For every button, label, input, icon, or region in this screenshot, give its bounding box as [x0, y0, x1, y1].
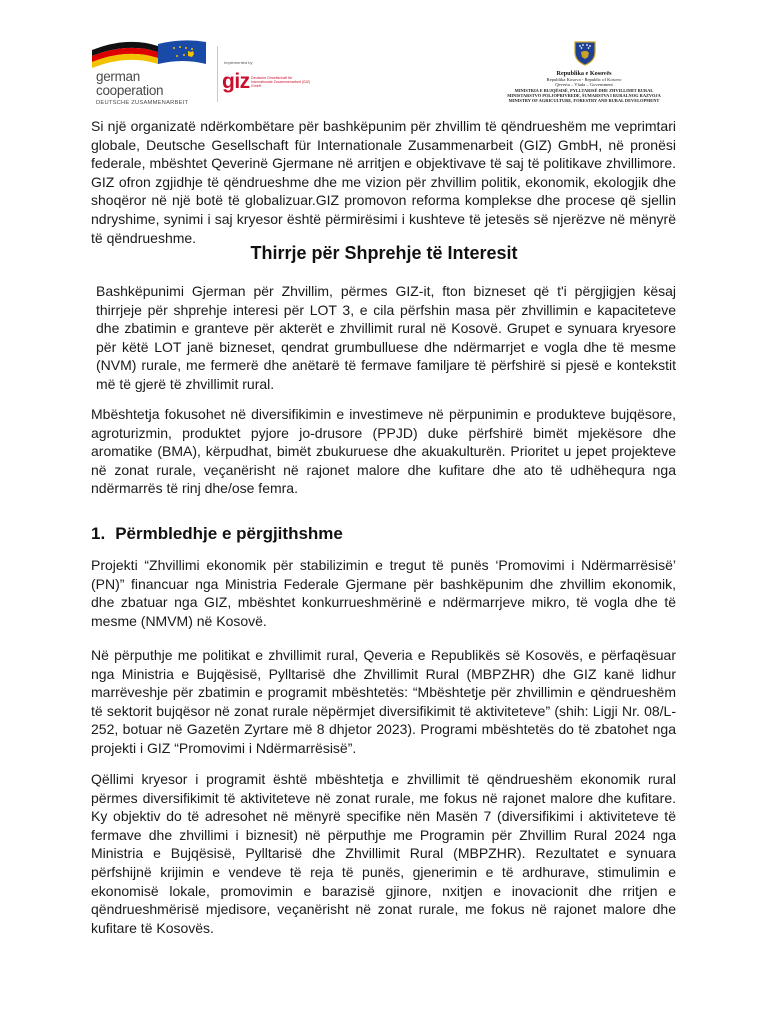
giz-mark: giz: [222, 70, 250, 93]
ks-logo-line5: MINISTARSTVO POLJOPRIVREDE, ŠUMARSTVA I RURALNOG RAZVOJA: [507, 92, 661, 98]
gc-logo-line1: german: [96, 69, 140, 84]
flag-wave-icon: [88, 38, 218, 68]
logo-divider: [217, 46, 218, 102]
giz-description: Deutsche Gesellschaft für Internationale Zusammenarbeit (GIZ) GmbH: [251, 76, 311, 89]
kosovo-government-logo: [498, 38, 670, 108]
ks-logo-line2: Republika Kosova - Republic of Kosovo: [546, 77, 622, 82]
german-cooperation-logo: [88, 38, 218, 108]
document-title: Thirrje për Shprehje të Interesit: [250, 243, 518, 263]
section-number: 1.: [91, 524, 106, 543]
objective-paragraph: Qëllimi kryesor i programit është mbështetja e zhvillimit të qëndrueshëm ekonomik rural përmes diversifikimit të aktiviteteve në zonat rurale, me fokus në rajonet malore dhe kufitare. Ky objektiv do të adresohet në mënyrë specifike nën Masën 7 (diversifikimi i aktiviteteve të fermave dhe zhvillimi i biznesit) në përputhje me Programin për Zhvillim Rural 2024 nga Ministria e Bujqësisë, Pylltarisë dhe Zhvillimit Rural (MBPZHR). Rezultatet e synuara përfshijnë krijimin e vendeve të reja të punës, gjenerimin e të ardhurave, stimulimin e ekonomisë lokale, promovimin e barazisë gjinore, nxitjen e inovacionit dhe rritjen e qëndrueshmërisë mjedisore, veçanërisht në zonat rurale, me fokus në rajonet malore dhe kufitare të Kosovës.: [91, 771, 676, 936]
gc-logo-sub: DEUTSCHE ZUSAMMENARBEIT: [96, 100, 189, 106]
section-title: Përmbledhje e përgjithshme: [115, 524, 343, 543]
support-focus-paragraph: Mbështetja fokusohet në diversifikimin e investimeve në përpunimin e produkteve bujqësore, agroturizmin, produktet pyjore jo-drusore (PPJD) duke përfshirë bimët mjekësore dhe aromatike (BMA), kërpudhat, bimët zbukuruese dhe akuakulturën. Prioritet u jepet projekteve në zonat rurale, veçanërisht në rajonet malore dhe kufitare dhe ato të udhëhequra nga ndërmarrës të rinj dhe/ose femra.: [91, 406, 676, 497]
giz-implemented-label: Implemented by: [224, 60, 253, 65]
section-heading: [91, 524, 343, 544]
ks-logo-line6: MINISTRY OF AGRICULTURE, FORESTRY AND RURAL DEVELOPMENT: [508, 97, 660, 103]
project-paragraph: Projekti “Zhvillimi ekonomik për stabilizimin e tregut të punës ‘Promovimi i Ndërmarrësisë’ (PN)” financuar nga Ministria Federale Gjermane për bashkëpunim dhe zhvillim ekonomik, dhe zbatuar nga GIZ, mbështet konkurrueshmërinë e ndërmarrjeve mikro, të vogla dhe të mesme (NMVM) në Kosovë.: [91, 557, 676, 629]
call-paragraph: Bashkëpunimi Gjerman për Zhvillim, përmes GIZ-it, fton bizneset që t'i përgjigjen kësaj thirrjeje për shprehje interesi për LOT 3, e cila përfshin masa për zhvillimin e kapaciteteve dhe zbatimin e granteve për akterët e zhvillimit rural në Kosovë. Grupet e synuara kryesore për këtë LOT janë bizneset, qendrat grumbulluese dhe ndërmarrjet e vogla dhe të mesme (NVM) rurale, me fermerë dhe anëtarë të fermave familjare të përfshirë si pjesë e kontekstit më të gjerë të zhvillimit rural.: [96, 283, 676, 392]
kosovo-coat-of-arms-icon: [572, 40, 598, 66]
ks-logo-line1: Republika e Kosovës: [556, 70, 612, 77]
ks-logo-line3: Qeveria – Vlada – Government: [555, 82, 613, 88]
giz-logo: [222, 60, 322, 106]
policy-paragraph: Në përputhje me politikat e zhvillimit rural, Qeveria e Republikës së Kosovës, e përfaqësuar nga Ministria e Bujqësisë, Pylltarisë dhe Zhvillimit Rural (MBPZHR) dhe GIZ kanë lidhur marrëveshje për zbatimin e programit mbështetës: “Mbështetje për zhvillimin e qëndrueshëm të sektorit bujqësor në zonat rurale nëpërmjet diversifikimit të aktiviteteve” (shih: Ligji Nr. 08/L-252, botuar në Gazetën Zyrtare më 8 dhjetor 2023). Programi mbështetës do të zbatohet nga projekti i GIZ “Promovimi i Ndërmarrësisë”.: [91, 647, 676, 756]
gc-logo-line2: cooperation: [96, 83, 164, 98]
intro-paragraph: Si një organizatë ndërkombëtare për bashkëpunim për zhvillim të qëndrueshëm me veprimtari globale, Deutsche Gesellschaft für Internationale Zusammenarbeit (GIZ) GmbH, në pronësi federale, mbështet Qeverinë Gjermane në arritjen e objektivave të saj të politikave zhvillimore. GIZ ofron zgjidhje të qëndrueshme dhe me vizion për zhvillim politik, ekonomik, ekologjik dhe shoqëror në një botë të globalizuar.GIZ promovon reforma komplekse dhe procese që sjellin ndryshime, synimi i saj kryesor është përmirësimi i kushteve të jetesës së njerëzve në mënyrë të qëndrueshme.: [91, 118, 676, 246]
ks-logo-line4: MINISTRIA E BUJQËSISË, PYLLTARISË DHE ZHVILLIMIT RURAL: [514, 87, 654, 93]
